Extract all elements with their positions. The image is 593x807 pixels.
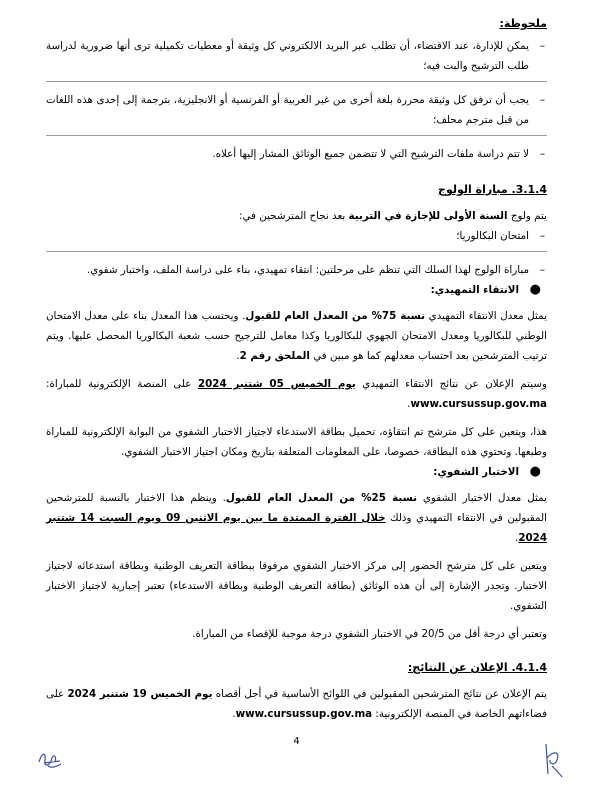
preselection-paragraph-2: وسيتم الإعلان عن نتائج الانتقاء التمهيدي يوم الخميس 05 شتنبر 2024 على المنصة الإلكترونية للمباراة: www.cursussup.gov.ma. — [46, 378, 547, 410]
document-body — [46, 14, 547, 724]
note-item-3: – لا تتم دراسة ملفات الترشيح التي لا تتضمن جميع الوثائق المشار إليها أعلاه. — [46, 144, 547, 164]
preselection-paragraph-1: يمثل معدل الانتقاء التمهيدي نسبة 75% من المعدل العام للقبول. ويحتسب هذا المعدل بناء على معدل الامتحان الوطني للبكالوريا ومعدل الامتحان الجهوي للبكالوريا وكذا معامل للترجيح حسب شعبة البكالوريا المحصل عليها. ويتم ترتيب المترشحين بعد احتساب معدلهم كما هو مبين في الملحق رقم 2. — [46, 310, 547, 362]
separator — [46, 251, 547, 252]
bullet-icon: ● — [529, 282, 541, 297]
oral-paragraph-3: وتعتبر أي درجة أقل من 20/5 في الاختبار الشفوي درجة موجبة للإقصاء من المباراة. — [192, 628, 547, 640]
oral-paragraph-1: يمثل معدل الاختبار الشفوي نسبة 25% من المعدل العام للقبول. وينظم هذا الاختبار بالنسبة للمترشحين المقبولين في الانتقاء التمهيدي وذلك خلال الفترة الممتدة ما بين يوم الاثنين 09 ويوم السبت 14 شتنبر 2024. — [46, 492, 547, 544]
note-item-2: – يجب أن ترفق كل وثيقة محررة بلغة أخرى من غير العربية أو الفرنسية أو الانجليزية، بترجمة إلى إحدى هذه اللغات من قبل مترجم محلف؛ — [46, 90, 547, 130]
section-heading-414: 4.1.4. الإعلان عن النتائج: — [407, 661, 547, 674]
preselection-paragraph-3: هذا، ويتعين على كل مترشح تم انتقاؤه، تحميل بطاقة الاستدعاء لاجتياز الاختبار الشفوي من البوابة الإلكترونية للمباراة وطبعها. وتحتوي هذه البطاقة، خصوصا، على المعلومات المتعلقة بتاريخ ومكان اجتياز الاختبار الشفوي. — [46, 426, 547, 458]
section-314-intro: يتم ولوج السنة الأولى للإجازة في التربية بعد نجاح المترشحين في: — [238, 210, 547, 222]
initials-signature-left — [36, 748, 64, 770]
oral-heading: ● الاختبار الشفوي: — [46, 462, 547, 482]
cursussup-link[interactable]: www.cursussup.gov.ma — [235, 708, 373, 720]
oral-paragraph-2: ويتعين على كل مترشح الحضور إلى مركز الاختبار الشفوي مرفوقا ببطاقة التعريف الوطنية وبطاقة استدعائه لاجتياز الاختبار. وتجدر الإشارة إلى أن هذه الوثائق (بطاقة التعريف الوطنية وبطاقة الاستدعاء) تعتبر إجبارية لاجتياز الاختبار الشفوي. — [46, 560, 547, 612]
separator — [46, 81, 547, 82]
separator — [46, 135, 547, 136]
section-314-item-2: – مباراة الولوج لهذا السلك التي تنظم على مرحلتين: انتقاء تمهيدي، بناء على دراسة الملف، واختبار شفوي. — [46, 260, 547, 280]
cursussup-link[interactable]: www.cursussup.gov.ma — [410, 398, 547, 410]
results-paragraph: يتم الإعلان عن نتائج المترشحين المقبولين في اللوائح الأساسية في أجل أقصاه يوم الخميس 19 شتنبر 2024 على فضاءاتهم الخاصة في المنصة الإلكترونية: www.cursussup.gov.ma. — [46, 688, 547, 720]
bullet-icon: ● — [529, 464, 541, 479]
section-314-item-1: – امتحان البكالوريا؛ — [46, 226, 547, 246]
note-title: ملحوظة: — [499, 17, 547, 30]
section-heading-314: 3.1.4. مباراة الولوج — [438, 183, 547, 196]
preselection-heading: ● الانتقاء التمهيدي: — [46, 280, 547, 300]
page-number: 4 — [293, 736, 300, 747]
note-item-1: – يمكن للإدارة، عند الاقتضاء، أن تطلب عبر البريد الالكتروني كل وثيقة أو معطيات تكميلية ترى أنها ضرورية لدراسة طلب الترشيح والبت فيه؛ — [46, 36, 547, 76]
initials-signature-right — [540, 740, 566, 780]
